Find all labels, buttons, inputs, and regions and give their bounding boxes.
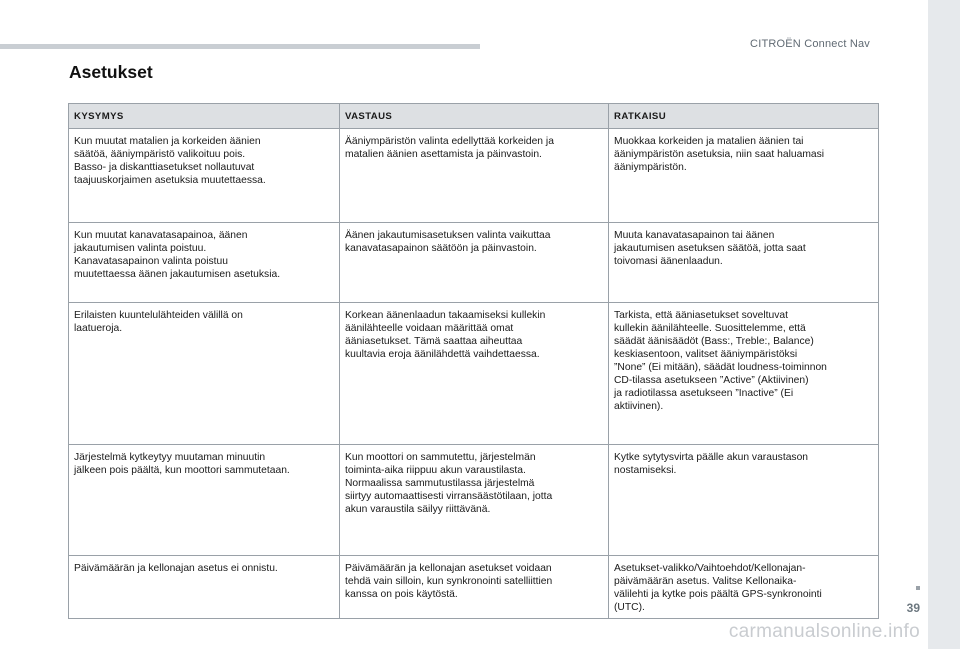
question-cell: Päivämäärän ja kellonajan asetus ei onnistu. xyxy=(69,556,340,619)
answer-cell: Äänen jakautumisasetuksen valinta vaikuttaa kanavatasapainon säätöön ja päinvastoin. xyxy=(340,223,609,303)
side-band xyxy=(928,0,960,649)
question-cell: Järjestelmä kytkeytyy muutaman minuutin jälkeen pois päältä, kun moottori sammutetaan. xyxy=(69,445,340,556)
question-cell: Kun muutat matalien ja korkeiden äänien säätöä, ääniympäristö valikoituu pois. Basso- ja diskanttiasetukset nollautuvat taajuuskorjaimen asetuksia muutettaessa. xyxy=(69,129,340,223)
page-marker xyxy=(916,586,920,590)
solution-cell: Muuta kanavatasapainon tai äänen jakautumisen asetuksen säätöä, jotta saat toivomasi äänenlaadun. xyxy=(609,223,879,303)
table-row xyxy=(69,303,879,445)
answer-cell: Kun moottori on sammutettu, järjestelmän toiminta-aika riippuu akun varaustilasta. Normaalissa sammutustilassa järjestelmä siirtyy automaattisesti virransäästötilaan, jotta akun varaustila säilyy riittävänä. xyxy=(340,445,609,556)
solution-cell: Kytke sytytysvirta päälle akun varaustason nostamiseksi. xyxy=(609,445,879,556)
solution-cell: Tarkista, että ääniasetukset soveltuvat kullekin äänilähteelle. Suosittelemme, että säädät äänisäädöt (Bass:, Treble:, Balance) keskiasentoon, valitset ääniympäristöksi ”None” (Ei mitään), säädät loudness-toiminnon CD-tilassa asetukseen ”Active” (Aktiivinen) ja radiotilassa asetukseen ”Inactive” (Ei aktiivinen). xyxy=(609,303,879,445)
answer-cell: Korkean äänenlaadun takaamiseksi kullekin äänilähteelle voidaan määrittää omat ääniasetukset. Tämä saattaa aiheuttaa kuultavia eroja äänilähdettä vaihdettaessa. xyxy=(340,303,609,445)
header-brand: CITROËN Connect Nav xyxy=(750,38,870,50)
question-cell: Kun muutat kanavatasapainoa, äänen jakautumisen valinta poistuu. Kanavatasapainon valinta poistuu muutettaessa äänen jakautumisen asetuksia. xyxy=(69,223,340,303)
watermark: carmanualsonline.info xyxy=(728,621,920,642)
solution-cell: Asetukset-valikko/Vaihtoehdot/Kellonajan- päivämäärän asetus. Valitse Kellonaika- välilehti ja kytke pois päältä GPS-synkronointi (UTC). xyxy=(609,556,879,619)
faq-table xyxy=(68,103,879,619)
page-title: Asetukset xyxy=(69,62,153,82)
table-row xyxy=(69,129,879,223)
solution-cell: Muokkaa korkeiden ja matalien äänien tai ääniympäristön asetuksia, niin saat haluamasi ääniympäristön. xyxy=(609,129,879,223)
header-rule xyxy=(0,44,480,49)
table-row xyxy=(69,223,879,303)
question-cell: Erilaisten kuuntelulähteiden välillä on laatueroja. xyxy=(69,303,340,445)
table-header-row xyxy=(69,104,879,129)
answer-cell: Ääniympäristön valinta edellyttää korkeiden ja matalien äänien asettamista ja päinvastoin. xyxy=(340,129,609,223)
page-number: 39 xyxy=(906,601,920,615)
header-solution: RATKAISU xyxy=(609,104,879,129)
header-question: KYSYMYS xyxy=(69,104,340,129)
table-row xyxy=(69,445,879,556)
header-answer: VASTAUS xyxy=(340,104,609,129)
answer-cell: Päivämäärän ja kellonajan asetukset voidaan tehdä vain silloin, kun synkronointi satelliittien kanssa on pois käytöstä. xyxy=(340,556,609,619)
table-row xyxy=(69,556,879,619)
